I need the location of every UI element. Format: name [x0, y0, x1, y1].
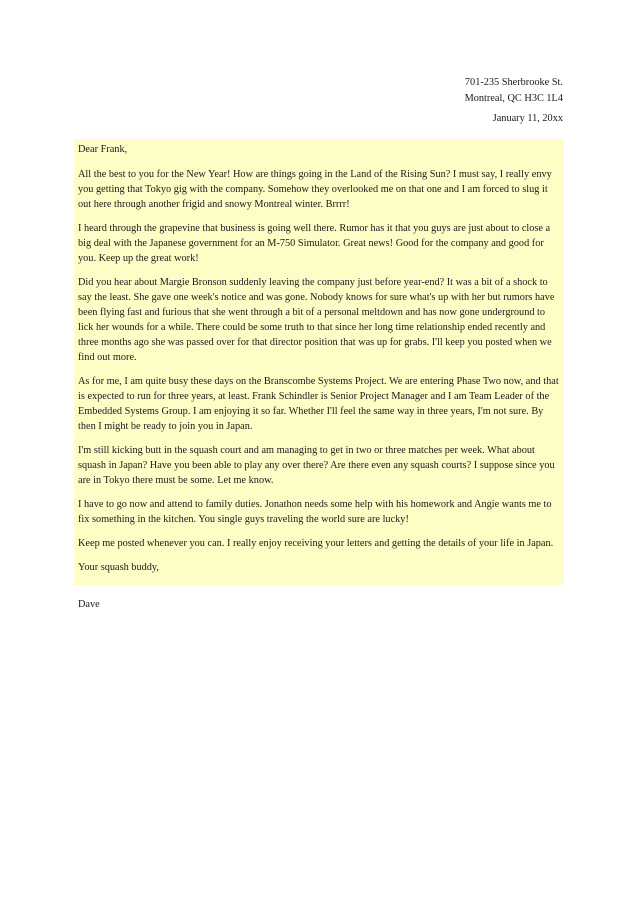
- letter-body: [74, 139, 564, 610]
- salutation: Dear Frank,: [78, 144, 128, 155]
- letter-date: January 11, 20xx: [492, 113, 563, 124]
- paragraph-keep-posted: Keep me posted whenever you can. I really enjoy receiving your letters and getting the details of your life in Japan.: [78, 538, 554, 549]
- signature: Dave: [78, 599, 100, 610]
- sender-address: [465, 75, 563, 107]
- address-line-1: 701-235 Sherbrooke St.: [464, 77, 563, 88]
- address-line-2: Montreal, QC H3C 1L4: [464, 93, 563, 104]
- closing: Your squash buddy,: [78, 562, 159, 573]
- paragraph-new-year: All the best to you for the New Year! How are things going in the Land of the Rising Sun? I must say, I really envy you getting that Tokyo gig with the company. Somehow they overlooked me on that one and I am forced to slug it out here through another frigid and snowy Montreal winter. Brrrr!: [78, 169, 552, 210]
- paragraph-squash: I'm still kicking butt in the squash court and am managing to get in two or three matches per week. What about squash in Japan? Have you been able to play any over there? Are there even any squash courts? I suppose since you are in Tokyo there must be some. Let me know.: [78, 445, 555, 486]
- paragraph-project: As for me, I am quite busy these days on the Branscombe Systems Project. We are entering Phase Two now, and that is expected to run for three years, at least. Frank Schindler is Senior Project Manager and I am Team Leader of the Embedded Systems Group. I am enjoying it so far. Whether I'll feel the same way in three years, I'm not sure. By then I might be ready to join you in Japan.: [78, 376, 559, 432]
- paragraph-family: I have to go now and attend to family duties. Jonathon needs some help with his homework and Angie wants me to fix something in the kitchen. You single guys traveling the world sure are lucky!: [78, 499, 552, 525]
- paragraph-margie: Did you hear about Margie Bronson suddenly leaving the company just before year-end? It was a bit of a shock to say the least. She gave one week's notice and was gone. Nobody knows for sure what's up with her but rumors have been flying fast and furious that she went through a bit of a personal meltdown and has now gone underground to lick her wounds for a while. There could be some truth to that since her long time relationship ended recently and three months ago she was passed over for that director position that was up for grabs. I'll keep you posted when we find out more.: [78, 277, 555, 363]
- paragraph-business: I heard through the grapevine that business is going well there. Rumor has it that you guys are just about to close a big deal with the Japanese government for an M-750 Simulator. Great news! Good for the company and good for you. Keep up the great work!: [78, 223, 551, 264]
